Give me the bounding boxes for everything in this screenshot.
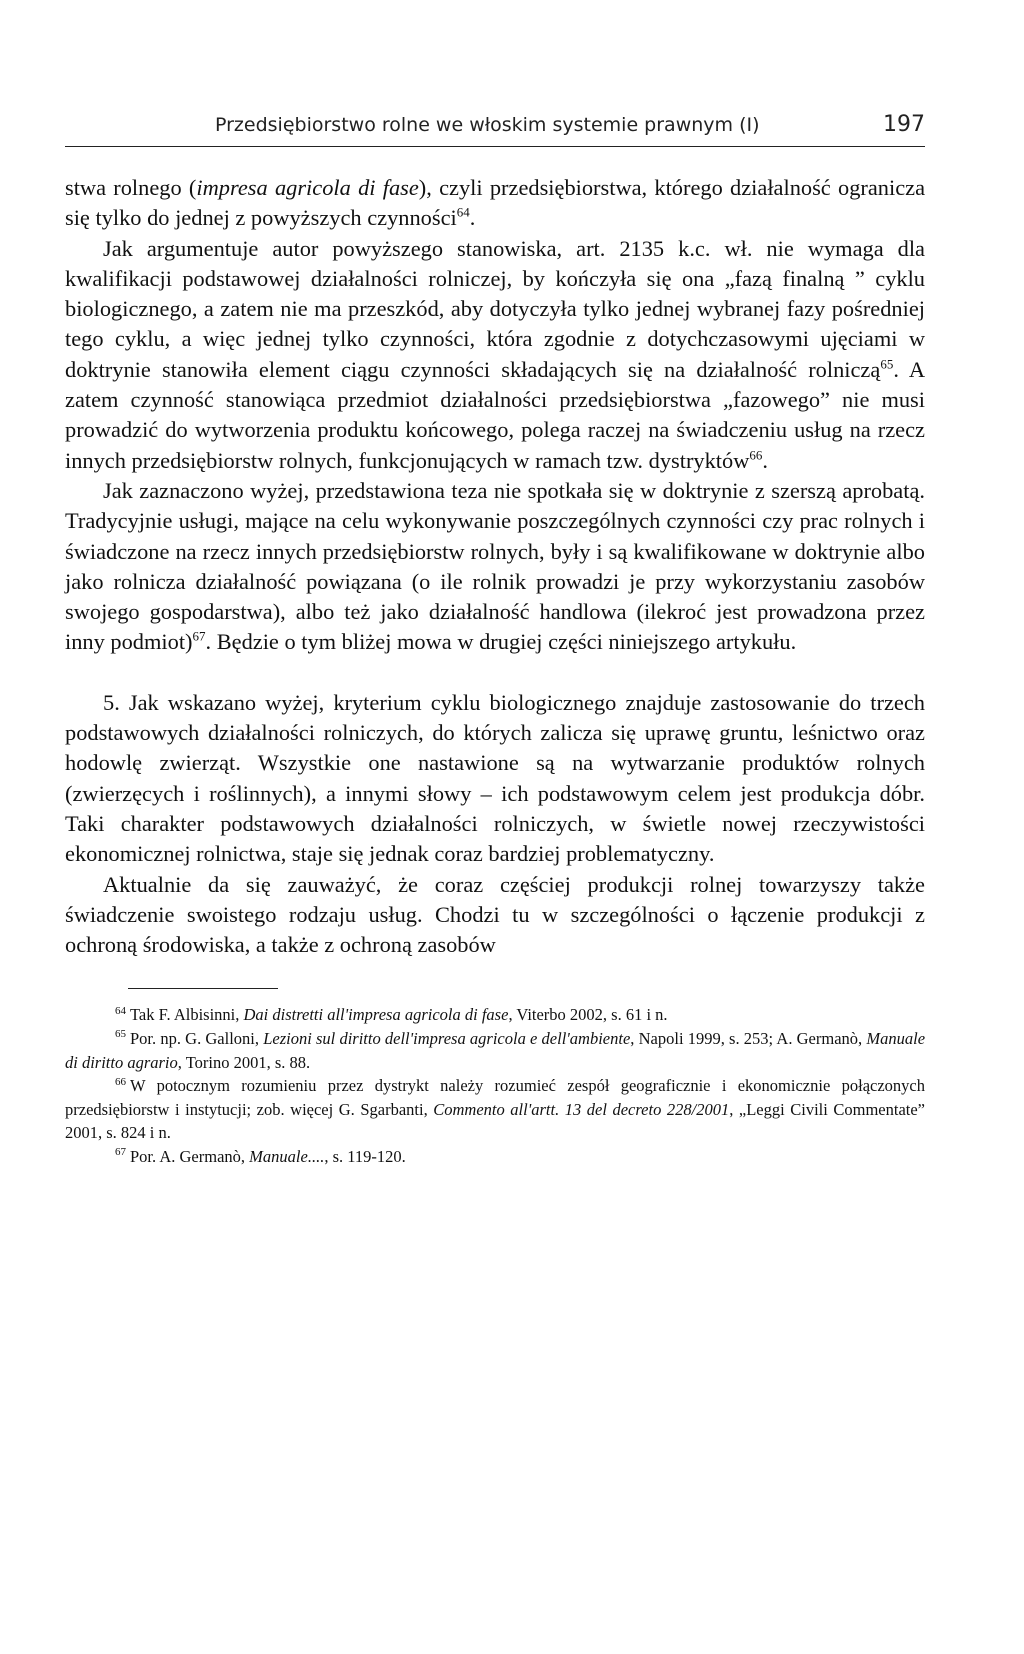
paragraph [65,173,925,234]
footnote [65,1145,925,1169]
text-run: , Viterbo 2002, s. 61 i n. [508,1005,668,1025]
text-run: W potocznym rozumieniu przez dystrykt należy rozumieć zespół geograficznie i ekonomicznie połączonych przedsiębiorstw i instytucji; zob. więcej G. Sgarbanti, [65,1076,925,1119]
text-run: Tak F. Albisinni, [130,1005,244,1025]
page [65,112,925,1169]
footnote-marker: 65 [115,1028,126,1041]
footnote [65,1027,925,1074]
footnote-marker: 67 [115,1146,126,1159]
paragraph [65,476,925,658]
text-run: ), czyli przedsiębiorstwa, którego działalność ogranicza się tylko do jednej z powyższych czynności [65,175,926,231]
text-run: . [762,447,768,473]
italic-title: Commento all'artt. 13 del decreto 228/2001 [433,1099,730,1119]
text-run: . A zatem czynność stanowiąca przedmiot działalności przedsiębiorstwa „fazowego” nie musi prowadzić do wytworzenia produktu końcowego, polega raczej na świadczeniu usług na rzecz innych przedsiębiorstw rolnych, funkcjonujących w ramach tzw. dystryktów [65,356,925,473]
section-5-paragraph [65,688,925,870]
text-run: stwa rolnego ( [65,175,197,200]
italic-title: Manuale.... [249,1146,325,1166]
footnote [65,1003,925,1027]
text-run: Jak zaznaczono wyżej, przedstawiona teza nie spotkała się w doktrynie z szerszą aprobatą. Tradycyjnie usługi, mające na celu wykonywanie poszczególnych czynności czy prac rolnych i świadczone na rzecz innych przedsiębiorstw rolnych, były i są kwalifikowane w doktrynie albo jako rolnicza działalność powiązana (o ile rolnik prowadzi je przy wykorzystaniu zasobów swojego gospodarstwa), albo też jako działalność handlowa (ilekroć jest prowadzona przez inny podmiot) [65,477,925,655]
italic-title: Lezioni sul diritto dell'impresa agricola e dell'ambiente [263,1029,631,1049]
italic-title: impresa agricola di fase [196,175,419,200]
text-run: Aktualnie da się zauważyć, że coraz częściej produkcji rolnej towarzyszy także świadczenie swoistego rodzaju usług. Chodzi tu w szczególności o łączenie produkcji z ochroną środowiska, a także z ochroną zasobów [65,871,925,958]
text-run: , „Leggi Civili Commentate” 2001, s. 824 i n. [65,1099,926,1143]
text-run: , s. 119-120. [324,1146,406,1166]
italic-title: Dai distretti all'impresa agricola di fase [243,1005,509,1025]
paragraph [65,234,925,476]
text-run: , Torino 2001, s. 88. [177,1052,311,1072]
footnote-marker: 66 [115,1075,126,1088]
text-run: , Napoli 1999, s. 253; A. Germanò, [630,1029,867,1049]
paragraph [65,870,925,961]
running-header [65,112,925,147]
text-run: Por. A. Germanò, [130,1146,250,1166]
text-run: 5. Jak wskazano wyżej, kryterium cyklu biologicznego znajduje zastosowanie do trzech podstawowych działalności rolniczych, do których zalicza się uprawę gruntu, leśnictwo oraz hodowlę zwierząt. Wszystkie one nastawione są na wytwarzanie produktów rolnych (zwierzęcych i roślinnych), a innymi słowy – ich podstawowym celem jest produkcja dóbr. Taki charakter podstawowych działalności rolniczych, w świetle nowej rzeczywistości ekonomicznej rolnictwa, staje się jednak coraz bardziej problematyczny. [65,689,925,867]
footnote-separator [128,988,278,989]
footnote [65,1074,925,1145]
footnote-reference: 66 [749,447,763,463]
page-number: 197 [883,112,925,137]
italic-title: Manuale di diritto agrario [65,1029,926,1072]
text-run: Jak argumentuje autor powyższego stanowiska, art. 2135 k.c. wł. nie wymaga dla kwalifikacji podstawowej działalności rolniczej, by kończyła się ona „fazą finalną ” cyklu biologicznego, a zatem nie ma przeszkód, aby dotyczyła tylko jednej wybranej fazy pośredniej tego cyklu, a więc jednej tylko czynności, która zgodnie z dotychczasowymi ujęciami w doktrynie stanowiła element ciągu czynności składających się na działalność rolniczą [65,235,925,382]
footnote-reference: 64 [456,204,470,220]
footnote-reference: 65 [880,356,894,372]
footnote-marker: 64 [115,1004,126,1017]
footnote-reference: 67 [192,629,206,645]
text-run: Por. np. G. Galloni, [130,1029,264,1049]
footnotes [65,1003,925,1168]
running-title: Przedsiębiorstwo rolne we włoskim systemie prawnym (I) [215,114,760,136]
text-run: . [469,205,476,231]
body-text [65,173,925,960]
text-run: . Będzie o tym bliżej mowa w drugiej części niniejszego artykułu. [205,629,797,655]
